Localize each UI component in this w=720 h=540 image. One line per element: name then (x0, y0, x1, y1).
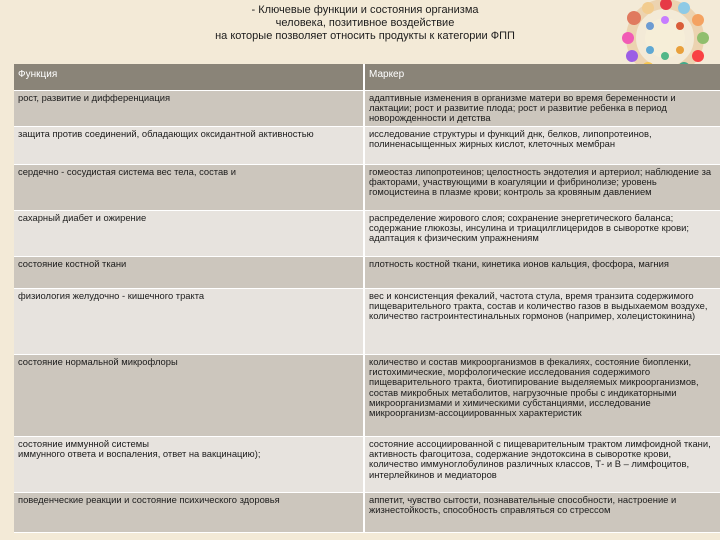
table-row (14, 91, 720, 127)
header-marker: Маркер (364, 64, 720, 91)
function-title: состояние иммунной системы (18, 438, 149, 449)
marker-cell: плотность костной ткани, кинетика ионов кальция, фосфора, магния (364, 257, 720, 289)
function-cell (14, 437, 364, 493)
marker-cell: адаптивные изменения в организме матери во время беременности и лактации; рост и развитие плода; рост и развитие ребенка в период новорожденности и детства (364, 91, 720, 127)
function-cell: сердечно - сосудистая система вес тела, состав и (14, 165, 364, 211)
marker-cell: исследование структуры и функций днк, белков, липопротеинов, полиненасыщенных жирных кислот, клеточных мембран (364, 127, 720, 165)
marker-cell: состояние ассоциированной с пищеварительным трактом лимфоидной ткани, активность фагоцитоза, содержание эндотоксина в сыворотке крови, количество иммуноглобулинов различных классов, Т- и В – лимфоцитов, интерлейкинов и медиаторов (364, 437, 720, 493)
page-title (150, 4, 580, 43)
table-row (14, 437, 720, 493)
function-cell: защита против соединений, обладающих оксидантной активностью (14, 127, 364, 165)
header-function: Функция (14, 64, 364, 91)
function-cell: рост, развитие и дифференциация (14, 91, 364, 127)
title-line-1: - Ключевые функции и состояния организма (251, 4, 479, 16)
marker-cell: вес и консистенция фекалий, частота стула, время транзита содержимого пищеварительного тракта, состав и количество газов в выдыхаемом воздухе, количество гастроинтестинальных гормонов (например, холецистокинина) (364, 289, 720, 355)
function-cell: состояние нормальной микрофлоры (14, 355, 364, 437)
function-cell: сахарный диабет и ожирение (14, 211, 364, 257)
marker-cell: количество и состав микроорганизмов в фекалиях, состояние биопленки, гистохимические, морфологические исследования содержимого пищеварительного тракта, биотипирование выделяемых микроорганизмов, состав микробных метаболитов, нагрузочные пробы с индикаторными микроорганизмами и химическими субстанциями, исследование микроорганизм-ассоциированных характеристик (364, 355, 720, 437)
functions-table (14, 64, 720, 533)
table-row (14, 127, 720, 165)
function-cell: поведенческие реакции и состояние психического здоровья (14, 493, 364, 533)
table-row (14, 289, 720, 355)
table-row (14, 165, 720, 211)
table-header-row (14, 64, 720, 91)
marker-cell: аппетит, чувство сытости, познавательные способности, настроение и жизнестойкость, способность справляться со стрессом (364, 493, 720, 533)
table-row (14, 493, 720, 533)
title-line-3: на которые позволяет относить продукты к категории ФПП (215, 30, 515, 42)
table-row (14, 355, 720, 437)
table-row (14, 211, 720, 257)
marker-cell: распределение жирового слоя; сохранение энергетического баланса; содержание глюкозы, инсулина и триацилглицеридов в сыворотке крови; адаптация к физическим упражнениям (364, 211, 720, 257)
title-line-2: человека, позитивное воздействие (275, 17, 455, 29)
function-cell: состояние костной ткани (14, 257, 364, 289)
table-row (14, 257, 720, 289)
marker-cell: гомеостаз липопротеинов; целостность эндотелия и артериол; наблюдение за факторами, участвующими в коагуляции и фибринолизе; уровень гомоцистеина в плазме крови; контроль за кровяным давлением (364, 165, 720, 211)
function-subtitle: иммунного ответа и воспаления, ответ на вакцинацию); (18, 448, 261, 460)
function-cell: физиология желудочно - кишечного тракта (14, 289, 364, 355)
